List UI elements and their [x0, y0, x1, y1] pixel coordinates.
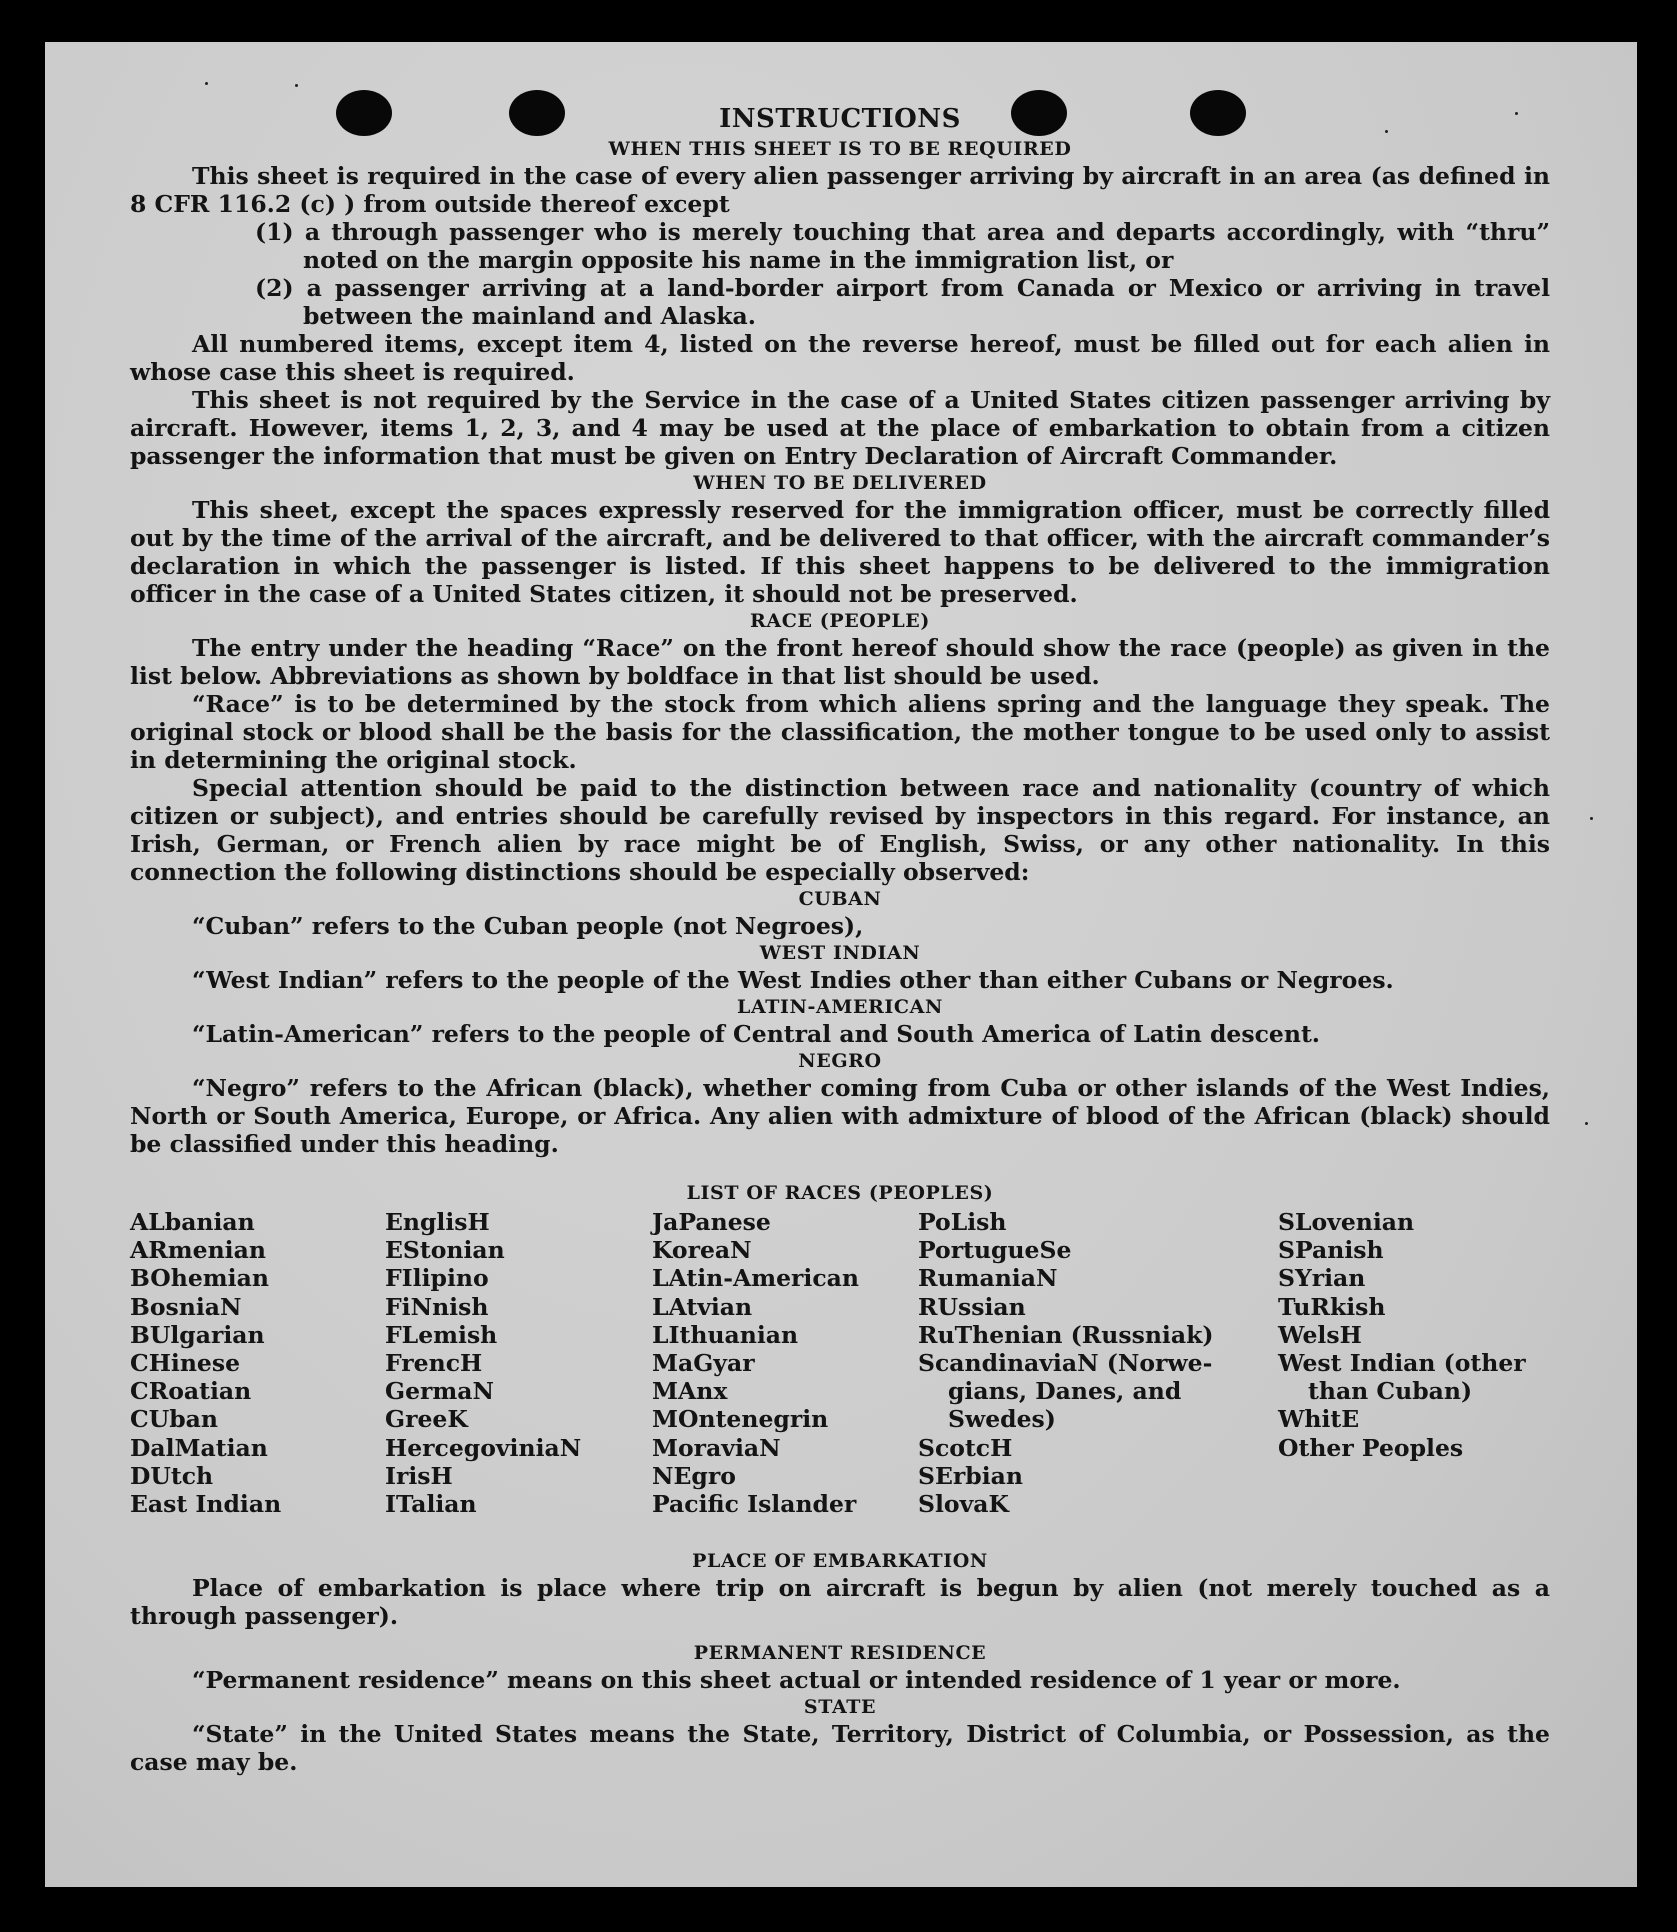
section-heading: STATE: [803, 1696, 877, 1718]
race-entry: RumaniaN: [918, 1264, 1058, 1293]
race-entry: IrisH: [385, 1461, 453, 1490]
race-entry: FiNnish: [385, 1292, 489, 1321]
race-entry: FIlipino: [385, 1264, 489, 1293]
section-heading: LATIN-AMERICAN: [737, 996, 943, 1018]
paragraph: Special attention should be paid to the distinction between race and nationality (country of which citizen or subject), and entries should be carefully revised by inspectors in this regard. For instance, an Irish, German, or French alien by race might be of English, Swiss, or any other nationality. In this connection the following distinctions should be especially observed:: [130, 774, 1550, 886]
speck: [1590, 817, 1593, 820]
race-entry: FLemish: [385, 1320, 498, 1349]
race-entry: BOhemian: [130, 1264, 269, 1293]
race-entry: ScotcH: [918, 1433, 1013, 1462]
instructions-content: [130, 102, 1550, 1776]
definition-text: Place of embarkation is place where trip on aircraft is begun by alien (not merely touched as a through passenger).: [130, 1574, 1550, 1630]
race-entry: MoraviaN: [652, 1433, 781, 1462]
races-column: [385, 1208, 581, 1518]
race-entry: East Indian: [130, 1490, 282, 1519]
race-entry: RUssian: [918, 1292, 1026, 1321]
race-entry: gians, Danes, and: [948, 1377, 1182, 1406]
spacer: [130, 1158, 1550, 1180]
paragraph: “Race” is to be determined by the stock from which aliens spring and the language they speak. The original stock or blood shall be the basis for the classification, the mother tongue to be used only to assist in determining the original stock.: [130, 690, 1550, 774]
race-entry: MOntenegrin: [652, 1405, 829, 1434]
races-list: [130, 1208, 1550, 1548]
race-entry: LAtvian: [652, 1292, 753, 1321]
section-heading: WHEN TO BE DELIVERED: [693, 472, 987, 494]
definition-text: “State” in the United States means the State, Territory, District of Columbia, or Possession, as the case may be.: [130, 1720, 1550, 1776]
race-entry: HercegoviniaN: [385, 1433, 582, 1462]
paragraph: All numbered items, except item 4, listed on the reverse hereof, must be filled out for each alien in whose case this sheet is required.: [130, 330, 1550, 386]
section-heading: NEGRO: [798, 1050, 882, 1072]
definition-text: “Latin-American” refers to the people of Central and South America of Latin descent.: [192, 1020, 1320, 1048]
list-item: (2) a passenger arriving at a land-border airport from Canada or Mexico or arriving in travel between the mainland and Alaska.: [255, 274, 1550, 330]
section-heading: WHEN THIS SHEET IS TO BE REQUIRED: [608, 138, 1072, 160]
race-entry: MaGyar: [652, 1349, 755, 1378]
race-entry: ScandinaviaN (Norwe-: [918, 1349, 1213, 1378]
race-entry: PoLish: [918, 1208, 1007, 1236]
race-entry: Pacific Islander: [652, 1490, 857, 1519]
race-entry: DalMatian: [130, 1433, 268, 1462]
race-entry: SYrian: [1278, 1264, 1366, 1293]
paragraph: This sheet is required in the case of every alien passenger arriving by aircraft in an area (as defined in 8 CFR 116.2 (c) ) from outside thereof except: [130, 162, 1550, 218]
section-heading: RACE (PEOPLE): [750, 610, 930, 632]
race-entry: GreeK: [385, 1405, 468, 1434]
paragraph: This sheet, except the spaces expressly reserved for the immigration officer, must be correctly filled out by the time of the arrival of the aircraft, and be delivered to that officer, with the aircraft commander’s declaration in which the passenger is listed. If this sheet happens to be delivered to the immigration officer in the case of a United States citizen, it should not be preserved.: [130, 496, 1550, 608]
race-entry: ARmenian: [130, 1236, 266, 1265]
section-heading: CUBAN: [798, 888, 882, 910]
page-title: INSTRUCTIONS: [719, 104, 961, 134]
section-heading: PERMANENT RESIDENCE: [693, 1642, 987, 1664]
race-entry: EnglisH: [385, 1208, 490, 1236]
race-entry: ITalian: [385, 1490, 477, 1519]
races-column: [918, 1208, 1213, 1518]
race-entry: FrencH: [385, 1349, 483, 1378]
race-entry: Swedes): [948, 1405, 1056, 1434]
races-column: [1278, 1208, 1526, 1462]
race-entry: SlovaK: [918, 1490, 1009, 1519]
race-entry: BosniaN: [130, 1292, 242, 1321]
definition-text: “West Indian” refers to the people of the West Indies other than either Cubans or Negroes.: [192, 966, 1394, 994]
race-entry: KoreaN: [652, 1236, 752, 1265]
race-entry: GermaN: [385, 1377, 494, 1406]
races-column: [130, 1208, 281, 1518]
race-entry: WhitE: [1278, 1405, 1360, 1434]
speck: [1585, 1122, 1588, 1125]
section-heading: LIST OF RACES (PEOPLES): [686, 1182, 994, 1204]
race-entry: LIthuanian: [652, 1320, 799, 1349]
race-entry: NEgro: [652, 1461, 736, 1490]
race-entry: LAtin-American: [652, 1264, 859, 1293]
race-entry: PortugueSe: [918, 1236, 1072, 1265]
race-entry: ALbanian: [130, 1208, 255, 1236]
race-entry: Other Peoples: [1278, 1433, 1464, 1462]
race-entry: RuThenian (Russniak): [918, 1320, 1214, 1349]
race-entry: than Cuban): [1308, 1377, 1473, 1406]
race-entry: CHinese: [130, 1349, 241, 1378]
definition-text: “Permanent residence” means on this sheet actual or intended residence of 1 year or more.: [192, 1666, 1401, 1694]
races-column: [652, 1208, 859, 1518]
document-sheet: [45, 42, 1637, 1887]
race-entry: CRoatian: [130, 1377, 252, 1406]
section-heading: PLACE OF EMBARKATION: [692, 1550, 988, 1572]
definition-text: “Cuban” refers to the Cuban people (not Negroes),: [192, 912, 864, 940]
list-item: (1) a through passenger who is merely touching that area and departs accordingly, with “thru” noted on the margin opposite his name in the immigration list, or: [255, 218, 1550, 274]
race-entry: SErbian: [918, 1461, 1023, 1490]
race-entry: WelsH: [1278, 1320, 1362, 1349]
definition-text: “Negro” refers to the African (black), whether coming from Cuba or other islands of the West Indies, North or South America, Europe, or Africa. Any alien with admixture of blood of the African (black) should be classified under this heading.: [130, 1074, 1550, 1158]
paragraph: The entry under the heading “Race” on the front hereof should show the race (people) as given in the list below. Abbreviations as shown by boldface in that list should be used.: [130, 634, 1550, 690]
race-entry: West Indian (other: [1278, 1349, 1526, 1378]
race-entry: SLovenian: [1278, 1208, 1415, 1236]
race-entry: DUtch: [130, 1461, 214, 1490]
race-entry: MAnx: [652, 1377, 728, 1406]
speck: [295, 84, 298, 87]
speck: [205, 82, 208, 85]
section-heading: WEST INDIAN: [759, 942, 921, 964]
race-entry: EStonian: [385, 1236, 505, 1265]
race-entry: CUban: [130, 1405, 218, 1434]
race-entry: JaPanese: [652, 1208, 771, 1236]
paragraph: This sheet is not required by the Service in the case of a United States citizen passenger arriving by aircraft. However, items 1, 2, 3, and 4 may be used at the place of embarkation to obtain from a citizen passenger the information that must be given on Entry Declaration of Aircraft Commander.: [130, 386, 1550, 470]
race-entry: TuRkish: [1278, 1292, 1386, 1321]
race-entry: BUlgarian: [130, 1320, 265, 1349]
race-entry: SPanish: [1278, 1236, 1384, 1265]
